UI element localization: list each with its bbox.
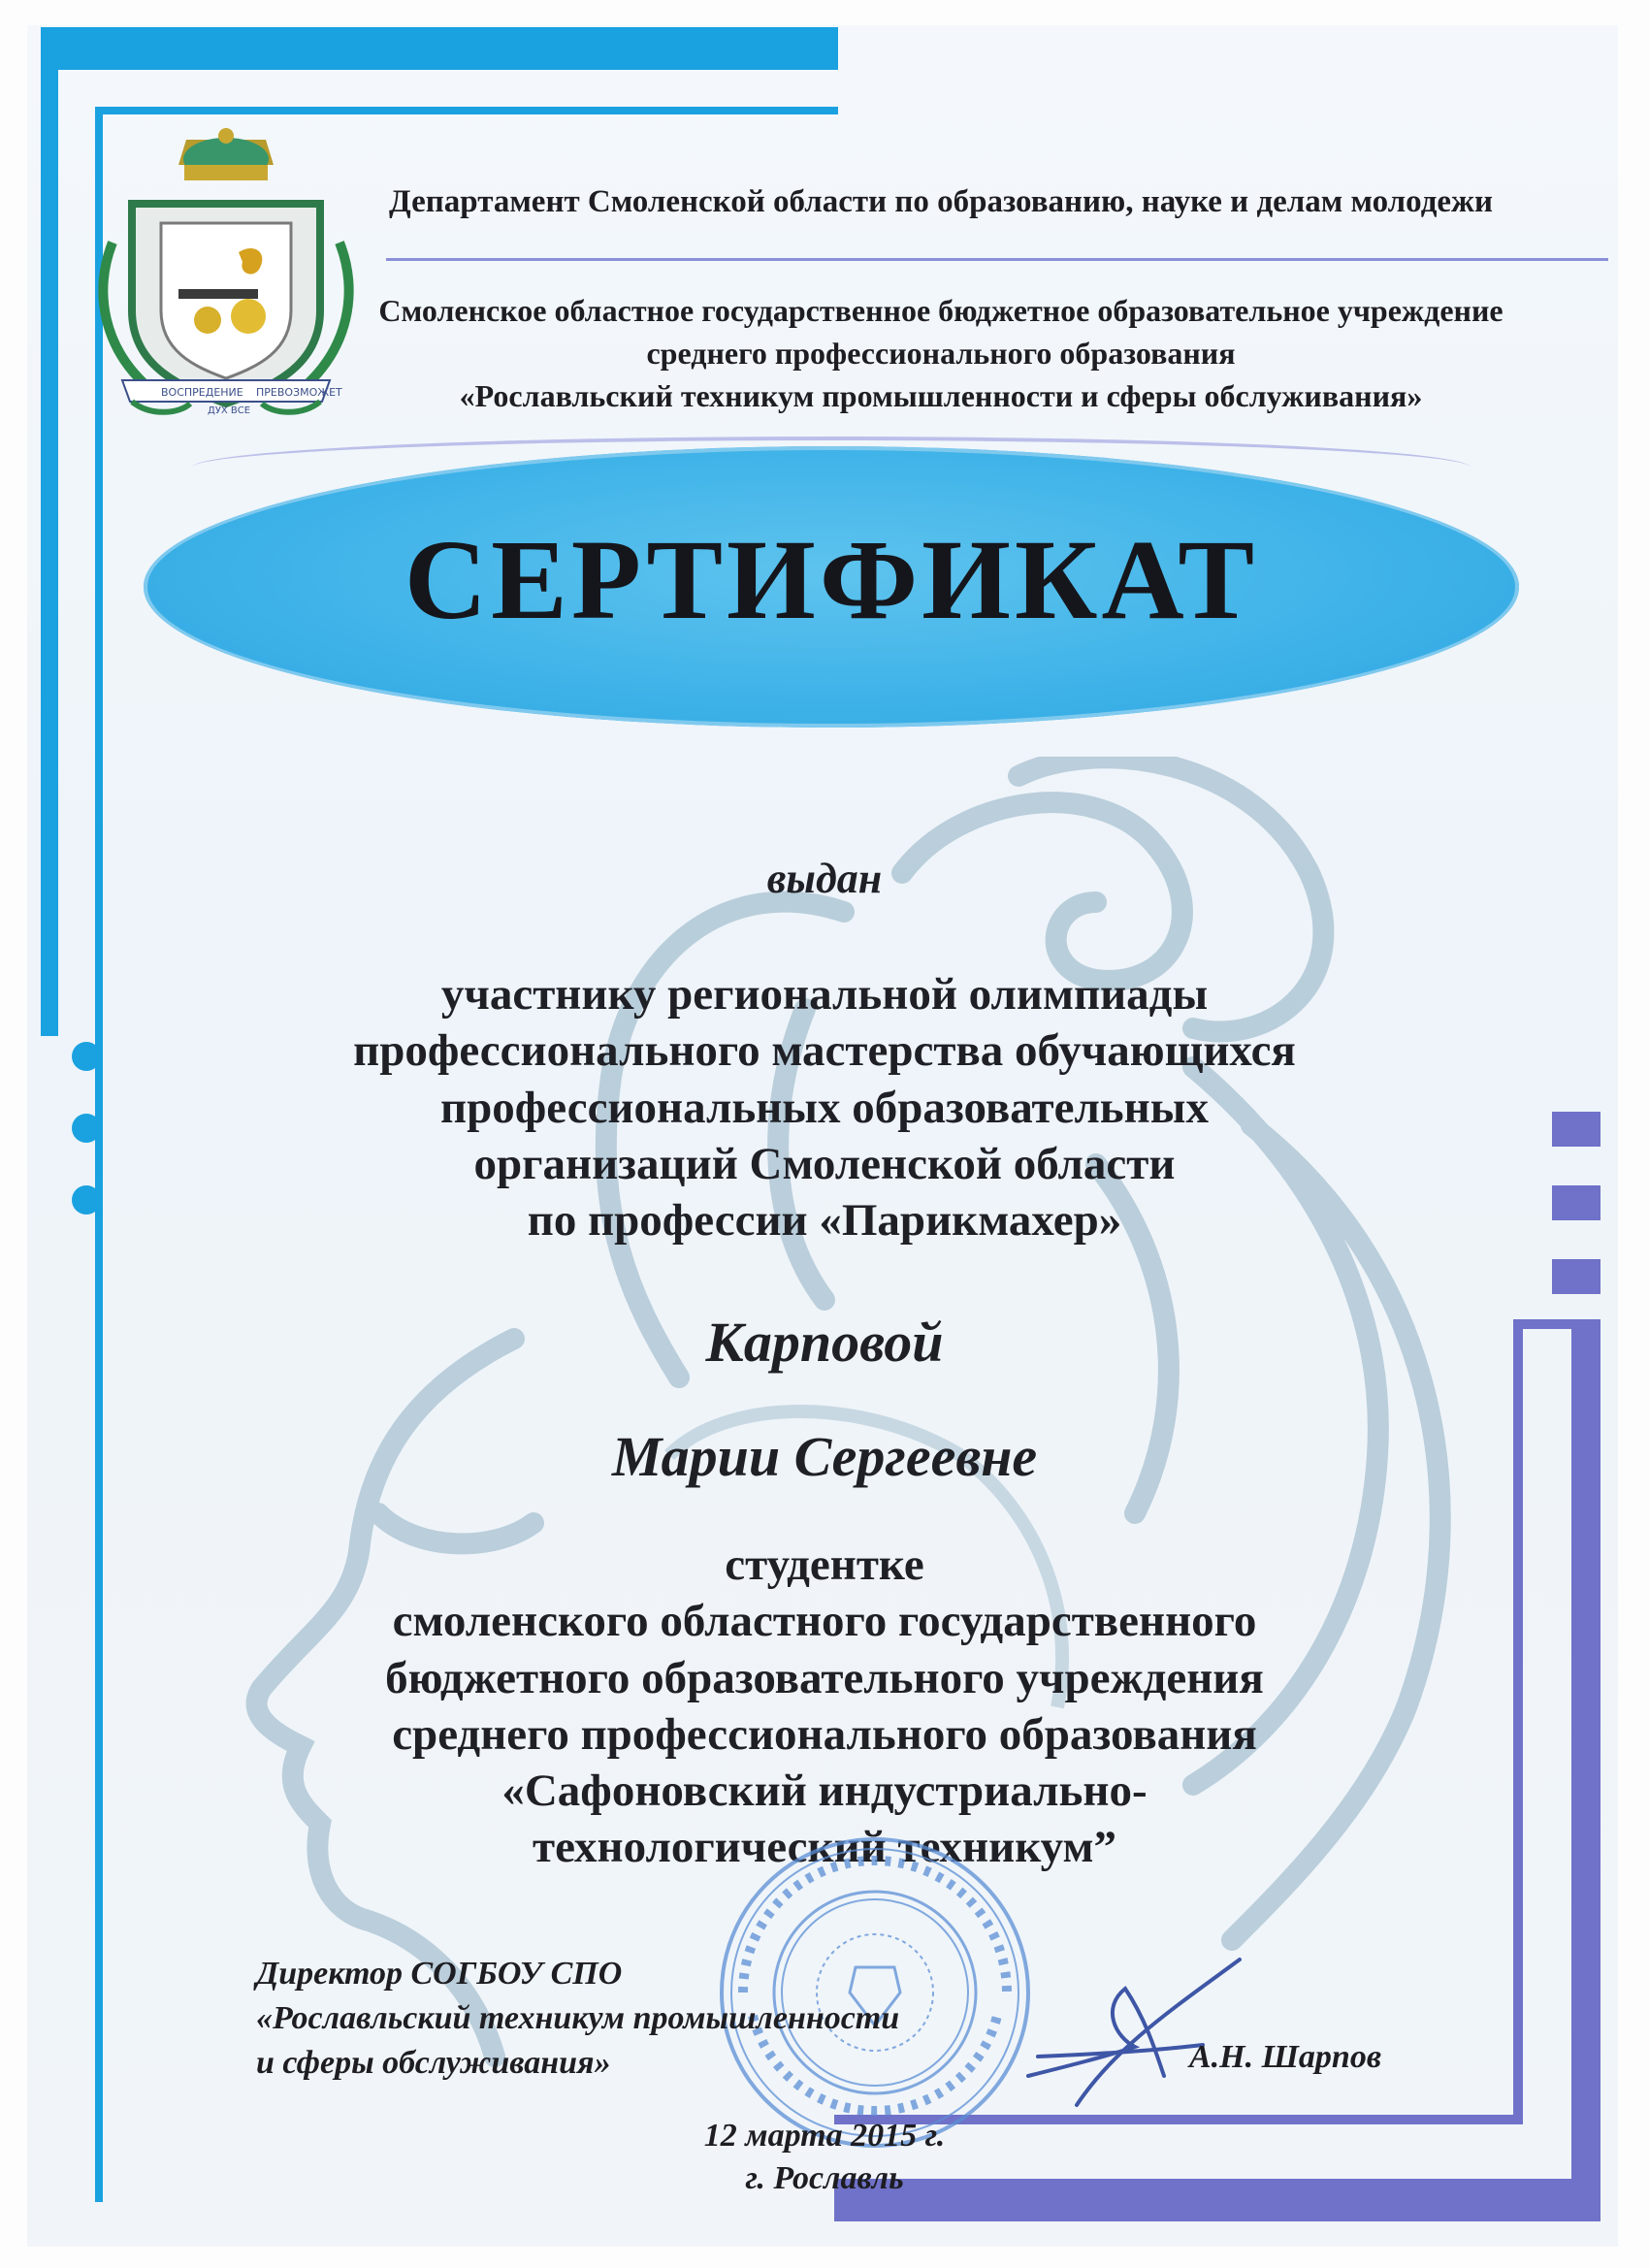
- director-name: А.Н. Шарпов: [1189, 2039, 1382, 2075]
- school-line: смоленского областного государственного: [392, 1596, 1257, 1647]
- issue-date: 12 марта 2015 г.: [703, 2118, 946, 2154]
- position-line: и сферы обслуживания»: [256, 2045, 611, 2082]
- reason-line: участнику региональной олимпиады: [440, 969, 1209, 1020]
- issue-city: г. Рославль: [745, 2160, 904, 2197]
- crest-ribbon-right: ПРЕВОЗМОЖЕТ: [256, 386, 342, 399]
- recipient-names: Марии Сергеевне: [611, 1425, 1038, 1488]
- award-reason: [146, 966, 1504, 1248]
- school-line: среднего профессионального образования: [392, 1708, 1257, 1760]
- issue-date-place: [621, 2115, 1028, 2200]
- school-line: бюджетного образовательного учреждения: [385, 1652, 1264, 1703]
- reason-line: профессиональных образовательных: [440, 1082, 1209, 1133]
- frame-right-bar: [1571, 1319, 1600, 2221]
- institution-line: «Рославльский техникум промышленности и сферы обслуживания»: [459, 378, 1423, 414]
- handwritten-signature-icon: [1009, 1950, 1242, 2115]
- certificate-title: СЕРТИФИКАТ: [404, 516, 1259, 643]
- frame-dot: [72, 1114, 101, 1143]
- school-line: «Сафоновский индустриально-: [501, 1766, 1148, 1817]
- institution-line: Смоленское областное государственное бюджетное образовательное учреждение: [378, 293, 1504, 328]
- frame-dot: [72, 1042, 101, 1071]
- position-line: Директор СОГБОУ СПО: [256, 1956, 623, 1992]
- header-divider: [386, 258, 1608, 261]
- frame-dot: [72, 1185, 101, 1215]
- director-position: [256, 1952, 993, 2087]
- frame-left-thick-bar: [41, 27, 58, 1036]
- crest-ribbon-mid: ДУХ ВСЕ: [208, 405, 251, 416]
- institution-line: среднего профессионального образования: [646, 336, 1236, 372]
- crest-ribbon-left: ВОСПРЕДЕНИЕ: [161, 386, 243, 399]
- department-name: Департамент Смоленской области по образованию, науке и делам молодежи: [389, 184, 1493, 219]
- position-line: «Рославльский техникум промышленности: [256, 2000, 900, 2037]
- institution-name: [281, 289, 1600, 417]
- recipient-school: [146, 1537, 1504, 1876]
- reason-line: профессионального мастерства обучающихся: [353, 1025, 1296, 1077]
- reason-line: по профессии «Парикмахер»: [527, 1195, 1122, 1247]
- issued-label: выдан: [766, 855, 883, 902]
- school-line: технологический техникум”: [532, 1822, 1117, 1873]
- recipient-surname: Карповой: [705, 1311, 944, 1374]
- frame-inner-top-line: [95, 107, 838, 114]
- school-line: студентке: [725, 1539, 924, 1590]
- frame-top-bar: [41, 27, 838, 70]
- reason-line: организаций Смоленской области: [473, 1138, 1176, 1189]
